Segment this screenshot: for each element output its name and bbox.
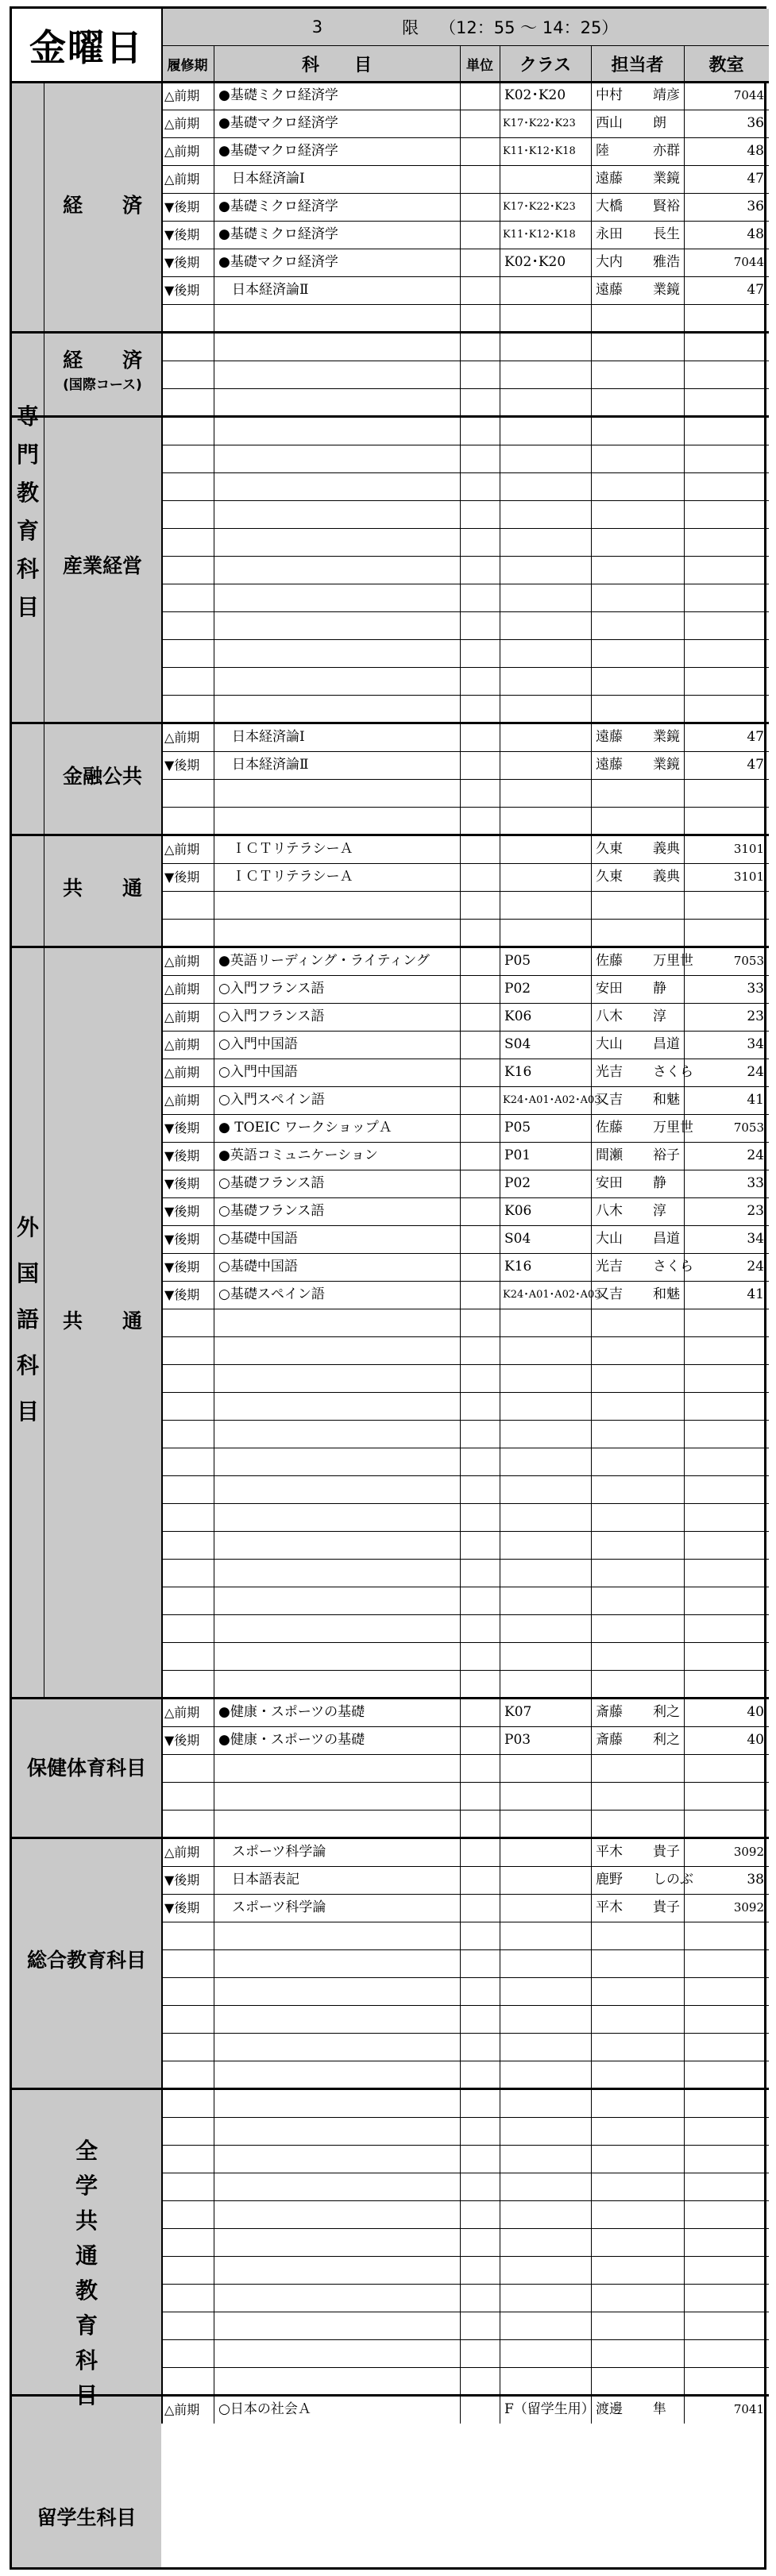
- course-room: 24: [747, 1064, 764, 1080]
- grid-line: [161, 1614, 769, 1615]
- teacher-surname: 光吉: [596, 1064, 623, 1080]
- course-class: K07: [504, 1704, 532, 1720]
- course-room: 34: [747, 1036, 764, 1052]
- course-class: [500, 165, 591, 193]
- grid-line: [161, 1977, 769, 1978]
- subcategory-sangyo: 産業経営: [44, 411, 161, 719]
- course-class: K24･A01･A02･A03: [503, 1094, 601, 1106]
- course-subject: ●健康・スポーツの基礎: [218, 1704, 365, 1720]
- grid-line: [161, 611, 769, 612]
- subcategory-kinyu: 金融公共: [44, 719, 161, 831]
- teacher-surname: 又吉: [596, 1286, 623, 1302]
- teacher-surname: 久東: [596, 841, 623, 857]
- course-subject: ○基礎中国語: [218, 1231, 298, 1247]
- course-room: 33: [747, 1175, 764, 1191]
- course-room: 24: [747, 1259, 764, 1275]
- day-title: 金曜日: [29, 26, 144, 69]
- course-subject: ●基礎マクロ経済学: [218, 115, 338, 131]
- grid-line: [161, 807, 769, 808]
- course-term: ▼後期: [164, 227, 200, 242]
- teacher-given-name: 雅浩: [653, 254, 680, 270]
- course-subject: ○入門中国語: [218, 1064, 298, 1080]
- course-term: △前期: [164, 730, 200, 745]
- teacher-surname: 陸: [596, 143, 609, 159]
- teacher-surname: 大山: [596, 1036, 623, 1052]
- course-subject: ○基礎フランス語: [218, 1203, 325, 1219]
- teacher-given-name: 万里世: [653, 953, 693, 969]
- teacher-surname: 西山: [596, 115, 623, 131]
- course-teacher: [591, 1225, 684, 1253]
- grid-line: [161, 1670, 769, 1671]
- course-teacher: [591, 751, 684, 779]
- course-teacher: [591, 165, 684, 193]
- grid-line: [161, 45, 769, 46]
- course-room: 47: [747, 757, 764, 773]
- course-room: 47: [747, 729, 764, 745]
- course-room: 7044: [733, 88, 764, 102]
- course-class: [500, 1838, 591, 1866]
- teacher-surname: 渡邊: [596, 2401, 623, 2417]
- grid-line: [161, 1364, 769, 1365]
- teacher-surname: 永田: [596, 226, 623, 242]
- category-senmon: 専 門 教 育 科 目: [12, 82, 44, 943]
- course-room: 23: [747, 1203, 764, 1219]
- teacher-surname: 遠藤: [596, 729, 623, 745]
- course-term: ▼後期: [164, 1148, 200, 1163]
- teacher-given-name: 淳: [653, 1008, 666, 1024]
- course-term: ▼後期: [164, 1900, 200, 1915]
- teacher-surname: 大橋: [596, 199, 623, 214]
- grid-line: [161, 528, 769, 529]
- grid-line: [161, 500, 769, 501]
- course-room: 47: [747, 171, 764, 187]
- teacher-given-name: 静: [653, 981, 666, 997]
- section-divider: [12, 2088, 769, 2090]
- course-term: △前期: [164, 172, 200, 187]
- course-subject: ○基礎フランス語: [218, 1175, 325, 1191]
- course-class: P05: [504, 1120, 531, 1136]
- teacher-surname: 鹿野: [596, 1872, 623, 1888]
- teacher-given-name: 和魅: [653, 1092, 680, 1108]
- course-term: ▼後期: [164, 1733, 200, 1748]
- course-subject: ＩＣＴリテラシーＡ: [218, 841, 353, 857]
- course-class: [500, 1894, 591, 1922]
- course-teacher: [591, 193, 684, 221]
- course-term: △前期: [164, 1845, 200, 1860]
- teacher-surname: 遠藤: [596, 282, 623, 298]
- teacher-given-name: 貴子: [653, 1899, 680, 1915]
- course-room: 48: [747, 226, 764, 242]
- course-subject: ●健康・スポーツの基礎: [218, 1732, 365, 1748]
- teacher-given-name: 利之: [653, 1732, 680, 1748]
- course-room: 33: [747, 981, 764, 997]
- course-class: [500, 276, 591, 304]
- course-subject: 日本経済論Ⅰ: [218, 171, 305, 187]
- course-room: 41: [747, 1092, 764, 1108]
- course-room: 40: [747, 1704, 764, 1720]
- teacher-surname: 遠藤: [596, 757, 623, 773]
- course-term: ▼後期: [164, 870, 200, 885]
- column-header-unit: 単位: [460, 45, 500, 82]
- category-sogo: 総合教育科目: [12, 1837, 161, 2081]
- teacher-given-name: さくら: [653, 1259, 693, 1275]
- teacher-given-name: 業鏡: [653, 729, 680, 745]
- grid-line: [161, 2367, 769, 2368]
- category-hoken: 保健体育科目: [12, 1697, 161, 1837]
- course-term: △前期: [164, 1037, 200, 1052]
- grid-line: [161, 2145, 769, 2146]
- course-teacher: [591, 863, 684, 891]
- course-teacher: [591, 1059, 693, 1086]
- grid-line: [161, 1642, 769, 1643]
- teacher-given-name: 賢裕: [653, 199, 680, 214]
- section-divider: [12, 415, 769, 418]
- column-header-term: 履修期: [161, 45, 214, 82]
- course-class: K17･K22･K23: [503, 118, 576, 129]
- course-teacher: [591, 1142, 684, 1170]
- course-class: K11･K12･K18: [503, 229, 576, 241]
- teacher-surname: 佐藤: [596, 1120, 623, 1136]
- column-header-class: クラス: [500, 45, 591, 82]
- course-class: F（留学生用）: [504, 2401, 595, 2417]
- course-teacher: [591, 249, 684, 276]
- teacher-given-name: 隼: [653, 2401, 666, 2417]
- course-term: △前期: [164, 1065, 200, 1080]
- course-class: S04: [504, 1036, 531, 1052]
- course-term: ▼後期: [164, 255, 200, 270]
- grid-line: [161, 2200, 769, 2201]
- teacher-surname: 久東: [596, 869, 623, 885]
- course-class: S04: [504, 1231, 531, 1247]
- teacher-surname: 大山: [596, 1231, 623, 1247]
- course-teacher: [591, 975, 684, 1003]
- course-teacher: [591, 947, 693, 975]
- course-teacher: [591, 1253, 693, 1281]
- course-subject: ●英語コミュニケーション: [218, 1147, 378, 1163]
- period-label: 限: [402, 18, 419, 37]
- course-subject: ○基礎中国語: [218, 1259, 298, 1275]
- teacher-given-name: 裕子: [653, 1147, 680, 1163]
- column-header-room: 教室: [684, 45, 769, 82]
- course-teacher: [591, 1003, 684, 1031]
- teacher-surname: 間瀬: [596, 1147, 623, 1163]
- course-subject: ○入門フランス語: [218, 1008, 325, 1024]
- course-room: 48: [747, 143, 764, 159]
- course-subject: 日本経済論Ⅱ: [218, 282, 309, 298]
- course-teacher: [591, 1114, 693, 1142]
- grid-line: [161, 695, 769, 696]
- course-term: ▼後期: [164, 758, 200, 773]
- course-room: 3092: [733, 1900, 764, 1915]
- teacher-given-name: しのぶ: [653, 1872, 693, 1888]
- course-teacher: [591, 137, 684, 165]
- course-term: △前期: [164, 144, 200, 159]
- course-room: 34: [747, 1231, 764, 1247]
- course-teacher: [591, 1699, 684, 1726]
- grid-line: [161, 556, 769, 557]
- course-term: △前期: [164, 981, 200, 997]
- column-header-subject: 科 目: [214, 45, 460, 82]
- course-teacher: [591, 723, 684, 751]
- course-teacher: [591, 110, 684, 137]
- course-term: △前期: [164, 1093, 200, 1108]
- course-teacher: [591, 2396, 684, 2424]
- course-class: K11･K12･K18: [503, 145, 576, 157]
- course-class: K02･K20: [504, 254, 566, 270]
- course-teacher: [591, 276, 684, 304]
- course-term: ▼後期: [164, 1872, 200, 1888]
- course-subject: ＩＣＴリテラシーＡ: [218, 869, 353, 885]
- course-class: P02: [504, 981, 531, 997]
- course-class: P02: [504, 1175, 531, 1191]
- course-subject: ●英語リーディング・ライティング: [218, 953, 430, 969]
- teacher-given-name: 義典: [653, 869, 680, 885]
- grid-line: [161, 472, 769, 473]
- course-room: 7053: [733, 954, 764, 968]
- course-subject: 日本経済論Ⅰ: [218, 729, 305, 745]
- category-zengaku: 全 学 共 通 教 育 科 目: [12, 2081, 161, 2466]
- course-teacher: [591, 1894, 684, 1922]
- teacher-surname: 安田: [596, 981, 623, 997]
- course-class: P05: [504, 953, 531, 969]
- course-term: ▼後期: [164, 1287, 200, 1302]
- course-teacher: [591, 1281, 684, 1309]
- teacher-surname: 中村: [596, 87, 623, 103]
- course-room: 41: [747, 1286, 764, 1302]
- course-teacher: [591, 1726, 684, 1754]
- grid-line: [161, 1475, 769, 1476]
- teacher-given-name: 朗: [653, 115, 666, 131]
- course-teacher: [591, 1838, 684, 1866]
- course-class: K06: [504, 1203, 532, 1219]
- teacher-surname: 佐藤: [596, 953, 623, 969]
- course-room: 36: [747, 199, 764, 214]
- course-room: 23: [747, 1008, 764, 1024]
- grid-line: [161, 1559, 769, 1560]
- teacher-given-name: 貴子: [653, 1844, 680, 1860]
- course-room: 36: [747, 115, 764, 131]
- teacher-surname: 八木: [596, 1008, 623, 1024]
- course-term: △前期: [164, 88, 200, 103]
- grid-line: [161, 1754, 769, 1755]
- course-room: 7041: [733, 2402, 764, 2416]
- section-divider: [12, 331, 769, 334]
- timetable-sheet: [10, 6, 766, 2570]
- course-room: 7053: [733, 1120, 764, 1135]
- teacher-given-name: 和魅: [653, 1286, 680, 1302]
- period-banner: [161, 9, 769, 45]
- teacher-given-name: 亦群: [653, 143, 680, 159]
- course-room: 3101: [733, 842, 764, 856]
- teacher-given-name: 長生: [653, 226, 680, 242]
- course-teacher: [591, 221, 684, 249]
- course-subject: スポーツ科学論: [218, 1844, 326, 1860]
- course-term: ▼後期: [164, 199, 200, 214]
- subcategory-kyotsu-gaikoku: 共 通: [44, 943, 161, 1697]
- teacher-given-name: 利之: [653, 1704, 680, 1720]
- grid-line: [161, 1503, 769, 1504]
- period-time: （12：55 ～ 14：25）: [439, 18, 619, 37]
- grid-line: [161, 891, 769, 892]
- grid-line: [161, 2005, 769, 2006]
- teacher-surname: 大内: [596, 254, 623, 270]
- column-header-teacher: 担当者: [591, 45, 684, 82]
- teacher-given-name: 業鏡: [653, 282, 680, 298]
- course-subject: ●基礎マクロ経済学: [218, 143, 338, 159]
- grid-line: [161, 1420, 769, 1421]
- course-room: 47: [747, 282, 764, 298]
- course-subject: ●基礎マクロ経済学: [218, 254, 338, 270]
- course-room: 3092: [733, 1845, 764, 1859]
- course-teacher: [591, 1197, 684, 1225]
- course-subject: ● TOEIC ワークショップＡ: [218, 1120, 392, 1136]
- teacher-surname: 平木: [596, 1844, 623, 1860]
- course-subject: スポーツ科学論: [218, 1899, 326, 1915]
- course-subject: ○基礎スペイン語: [218, 1286, 325, 1302]
- course-class: [500, 1866, 591, 1894]
- grid-line: [161, 1810, 769, 1811]
- course-class: K17･K22･K23: [503, 201, 576, 213]
- grid-line: [161, 2256, 769, 2257]
- grid-line: [161, 639, 769, 640]
- grid-line: [161, 1949, 769, 1950]
- course-term: ▼後期: [164, 1204, 200, 1219]
- teacher-surname: 八木: [596, 1203, 623, 1219]
- teacher-surname: 平木: [596, 1899, 623, 1915]
- period-number: 3: [311, 17, 323, 37]
- teacher-given-name: 靖彦: [653, 87, 680, 103]
- course-subject: ●基礎ミクロ経済学: [218, 87, 338, 103]
- course-class: K24･A01･A02･A03: [503, 1289, 601, 1301]
- subcategory-keizai-intl: 経 済 (国際コース): [44, 326, 161, 411]
- grid-line: [161, 667, 769, 668]
- course-subject: ○入門中国語: [218, 1036, 298, 1052]
- grid-line: [161, 2228, 769, 2229]
- course-class: K16: [504, 1064, 532, 1080]
- course-subject: ○入門フランス語: [218, 981, 325, 997]
- course-subject: ○入門スペイン語: [218, 1092, 325, 1108]
- course-term: ▼後期: [164, 1259, 200, 1275]
- grid-line: [161, 388, 769, 389]
- course-subject: ○日本の社会Ａ: [218, 2401, 311, 2417]
- teacher-given-name: 淳: [653, 1203, 666, 1219]
- course-term: △前期: [164, 1009, 200, 1024]
- teacher-given-name: 静: [653, 1175, 666, 1191]
- grid-line: [161, 1531, 769, 1532]
- grid-line: [460, 45, 461, 2424]
- course-term: △前期: [164, 842, 200, 857]
- teacher-surname: 又吉: [596, 1092, 623, 1108]
- grid-line: [161, 2339, 769, 2340]
- course-subject: 日本語表記: [218, 1872, 299, 1888]
- course-teacher: [591, 82, 684, 110]
- teacher-given-name: 万里世: [653, 1120, 693, 1136]
- course-class: [500, 863, 591, 891]
- teacher-given-name: 昌道: [653, 1036, 680, 1052]
- course-term: ▼後期: [164, 1232, 200, 1247]
- subcategory-kyotsu-senmon: 共 通: [44, 831, 161, 943]
- course-class: [500, 751, 591, 779]
- grid-line: [161, 2284, 769, 2285]
- teacher-surname: 斎藤: [596, 1704, 623, 1720]
- course-subject: ●基礎ミクロ経済学: [218, 199, 338, 214]
- teacher-given-name: 義典: [653, 841, 680, 857]
- grid-line: [161, 1782, 769, 1783]
- grid-line: [161, 1392, 769, 1393]
- course-subject: 日本経済論Ⅱ: [218, 757, 309, 773]
- course-class: K02･K20: [504, 87, 566, 103]
- teacher-given-name: さくら: [653, 1064, 693, 1080]
- course-teacher: [591, 835, 684, 863]
- grid-line: [161, 2033, 769, 2034]
- grid-line: [161, 779, 769, 780]
- teacher-given-name: 業鏡: [653, 757, 680, 773]
- teacher-given-name: 業鏡: [653, 171, 680, 187]
- course-class: [500, 723, 591, 751]
- category-gaikokugo: 外 国 語 科 目: [12, 943, 44, 1697]
- course-teacher: [591, 1866, 693, 1894]
- grid-line: [161, 2117, 769, 2118]
- teacher-given-name: 昌道: [653, 1231, 680, 1247]
- course-subject: ●基礎ミクロ経済学: [218, 226, 338, 242]
- teacher-surname: 遠藤: [596, 171, 623, 187]
- course-room: 3101: [733, 870, 764, 884]
- grid-line: [161, 1336, 769, 1337]
- course-teacher: [591, 1170, 684, 1197]
- course-teacher: [591, 1031, 684, 1059]
- course-room: 7044: [733, 255, 764, 269]
- grid-line: [161, 304, 769, 305]
- course-teacher: [591, 1086, 684, 1114]
- course-class: K06: [504, 1008, 532, 1024]
- grid-line: [161, 919, 769, 920]
- course-room: 24: [747, 1147, 764, 1163]
- course-room: 40: [747, 1732, 764, 1748]
- subcategory-keizai: 経 済: [44, 82, 161, 326]
- course-term: ▼後期: [164, 1120, 200, 1136]
- course-term: △前期: [164, 116, 200, 131]
- course-class: [500, 835, 591, 863]
- category-ryugaku: 留学生科目: [12, 2466, 161, 2567]
- course-class: K16: [504, 1259, 532, 1275]
- course-term: △前期: [164, 954, 200, 969]
- course-room: 38: [747, 1872, 764, 1888]
- course-class: P01: [504, 1147, 531, 1163]
- course-term: ▼後期: [164, 283, 200, 298]
- teacher-surname: 光吉: [596, 1259, 623, 1275]
- teacher-surname: 斎藤: [596, 1732, 623, 1748]
- course-class: P03: [504, 1732, 531, 1748]
- course-term: △前期: [164, 1705, 200, 1720]
- teacher-surname: 安田: [596, 1175, 623, 1191]
- course-term: ▼後期: [164, 1176, 200, 1191]
- course-term: △前期: [164, 2402, 200, 2417]
